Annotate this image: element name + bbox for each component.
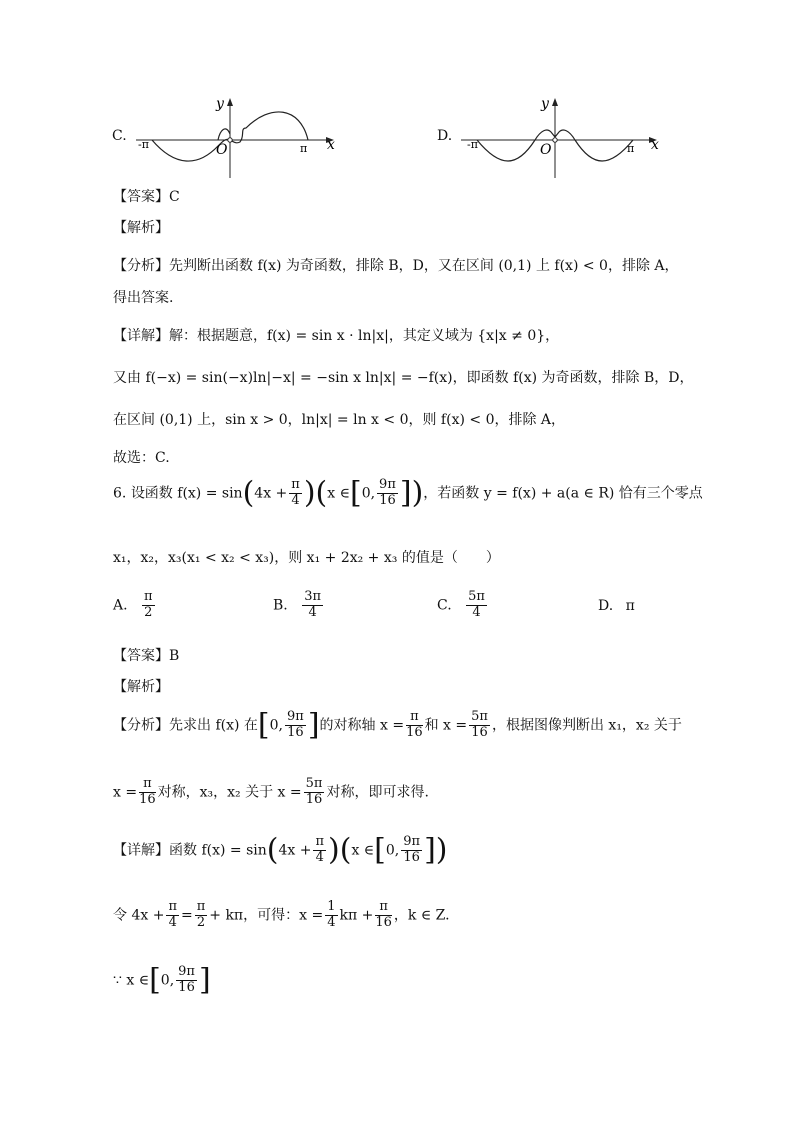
q6-stem-a: 设函数 f(x) = sin <box>130 485 243 502</box>
q6-ling-pi16: $\frac{\pi}{16}$ <box>375 899 392 930</box>
graph-c-x-label: x <box>327 137 335 153</box>
q6-fenxi-and: 和 x = <box>424 717 468 734</box>
q6-fenxi-b: 的对称轴 x = <box>319 717 405 734</box>
graph-d-pi: π <box>627 142 635 155</box>
q6-option-c[interactable] <box>437 590 489 621</box>
q5-fenxi-tag: 【分析】 <box>113 258 169 274</box>
q6-fenxi-l2-5pi16: $\frac{5\pi}{16}$ <box>305 776 323 807</box>
graph-c-neg-pi: -π <box>138 138 149 151</box>
q6-xiangjie-zero: 0, <box>385 842 400 859</box>
q5-conclusion: 故选：C. <box>113 450 170 466</box>
q6-xiangjie-a: 函数 f(x) = sin <box>169 842 267 859</box>
q6-fenxi-a: 先求出 f(x) 在 <box>169 717 258 734</box>
q6-because-9pi16: $\frac{9\pi}{16}$ <box>178 964 195 995</box>
q6-option-b[interactable] <box>273 590 325 621</box>
q6-x-in: x ∈ <box>327 485 350 502</box>
graph-d-origin: O <box>540 142 552 158</box>
q6-because: ∵ x ∈ <box>113 972 150 989</box>
q5-xiangjie-line3: 在区间 (0,1) 上，sin x > 0，ln|x| = ln x < 0，则 f(x) < 0，排除 A， <box>113 412 566 428</box>
q6-xiangjie-inner: 4x + <box>278 842 312 859</box>
graph-c <box>130 92 340 182</box>
q6-ling-one-quarter: $\frac{1}{4}$ <box>327 899 336 930</box>
q5-fenxi-line1 <box>113 255 679 275</box>
q6-xiangjie-line1: 【详解】函数 f(x) = sin(4x + $\frac{\pi}{4}$ )(x ∈[0, $\frac{9\pi}{16}$ ]) <box>113 832 448 868</box>
q6-xiangjie-tag: 【详解】 <box>113 842 169 859</box>
q5-xiangjie-line2: 又由 f(−x) = sin(−x)ln|−x| = −sin x ln|x| = −f(x)，即函数 f(x) 为奇函数，排除 B，D， <box>113 370 694 386</box>
q6-option-a-label: A. <box>113 597 128 614</box>
graph-c-label: C. <box>112 128 127 144</box>
q6-ling-e: ，k ∈ Z. <box>393 907 450 924</box>
q6-option-d[interactable] <box>598 598 635 614</box>
graph-d-y-label: y <box>541 96 549 112</box>
q6-ling-a: 令 4x + <box>113 907 165 924</box>
q6-fenxi-l2-b: 对称，x₃，x₂ 关于 x = <box>157 784 302 801</box>
q6-ling-b: = <box>180 907 193 924</box>
q5-fenxi-text1: 先判断出函数 f(x) 为奇函数，排除 B，D，又在区间 (0,1) 上 f(x) < 0，排除 A， <box>169 258 679 274</box>
q6-because-zero: 0, <box>160 972 175 989</box>
q6-stem-inner: 4x + <box>254 485 288 502</box>
q6-option-a[interactable] <box>113 590 157 621</box>
q6-answer-line <box>113 645 179 665</box>
q6-fenxi-line2 <box>113 777 429 808</box>
q6-ling-pi4: $\frac{\pi}{4}$ <box>168 899 177 930</box>
q6-fenxi-pi16: $\frac{\pi}{16}$ <box>406 709 423 740</box>
q6-answer-tag: 【答案】 <box>113 648 169 664</box>
graph-d <box>455 92 665 182</box>
q6-option-a-value: $\frac{\pi}{2}$ <box>144 589 153 620</box>
graph-c-y-arrow <box>227 98 233 106</box>
q6-fenxi-c: ，根据图像判断出 x₁，x₂ 关于 <box>491 717 682 734</box>
q6-fenxi-zero: 0, <box>269 717 283 734</box>
q6-fenxi-9pi16: $\frac{9\pi}{16}$ <box>286 709 304 740</box>
q6-9pi-over-16: $\frac{9\pi}{16}$ <box>379 477 396 508</box>
graph-c-y-label: y <box>216 96 224 112</box>
graph-d-label: D. <box>437 128 453 144</box>
q6-ling-pi2: $\frac{\pi}{2}$ <box>196 899 206 930</box>
q5-analysis-tag: 【解析】 <box>113 220 169 236</box>
q6-fenxi-l2-a: x = <box>113 784 138 801</box>
q6-option-b-value: $\frac{3\pi}{4}$ <box>304 589 322 620</box>
q5-xiangjie-line1 <box>113 325 559 345</box>
graph-d-neg-pi: -π <box>467 138 478 151</box>
q6-xiangjie-pi4: $\frac{\pi}{4}$ <box>315 834 325 865</box>
q5-answer-line <box>113 186 180 206</box>
q5-fenxi-line2: 得出答案. <box>113 290 174 306</box>
q5-answer: C <box>169 189 180 205</box>
q6-number: 6. <box>113 485 127 502</box>
graph-c-origin: O <box>216 142 228 158</box>
q6-ling-c: + kπ，可得：x = <box>209 907 324 924</box>
q6-stem-b: ，若函数 y = f(x) + a(a ∈ R) 恰有三个零点 <box>423 485 703 502</box>
q5-xiangjie-tag: 【详解】 <box>113 328 169 344</box>
graph-c-pi: π <box>300 142 308 155</box>
q6-pi-over-4: $\frac{\pi}{4}$ <box>291 477 300 508</box>
q6-fenxi-5pi16: $\frac{5\pi}{16}$ <box>471 709 488 740</box>
q6-option-b-label: B. <box>273 597 288 614</box>
q6-fenxi-l2-c: 对称，即可求得. <box>326 784 429 801</box>
graph-c-origin-hole <box>228 138 232 142</box>
q6-fenxi-tag: 【分析】 <box>113 717 169 734</box>
q5-answer-tag: 【答案】 <box>113 189 169 205</box>
q6-option-c-label: C. <box>437 597 452 614</box>
q6-ling-d: kπ + <box>339 907 374 924</box>
q6-option-d-value: π <box>625 598 635 614</box>
q6-analysis-tag: 【解析】 <box>113 679 169 695</box>
q6-because-line: ∵ x ∈[0, $\frac{9\pi}{16}$ ] <box>113 962 211 998</box>
q5-xiangjie-text1: 解：根据题意，f(x) = sin x · ln|x|，其定义域为 {x|x ≠ 0}， <box>169 328 560 344</box>
graph-d-origin-hole <box>553 138 557 142</box>
graph-d-y-arrow <box>552 98 558 106</box>
graph-d-x-label: x <box>651 137 659 153</box>
q6-xiangjie-x-in: x ∈ <box>351 842 375 859</box>
q6-answer: B <box>169 648 180 664</box>
q6-fenxi-line1: 【分析】先求出 f(x) 在[0, $\frac{9\pi}{16}$ ]的对称轴 x = $\frac{\pi}{16}$ 和 x = $\frac{5\pi}{16}$ ，根据图像判断出 x₁，x₂ 关于 <box>113 707 682 743</box>
q6-zero: 0, <box>361 485 376 502</box>
q6-option-d-label: D. <box>598 598 614 614</box>
q6-ling-line <box>113 900 450 931</box>
q6-stem-line2: x₁，x₂，x₃(x₁ < x₂ < x₃)，则 x₁ + 2x₂ + x₃ 的值是（ ） <box>113 550 500 566</box>
q6-option-c-value: $\frac{5\pi}{4}$ <box>468 589 485 620</box>
q6-xiangjie-9pi16: $\frac{9\pi}{16}$ <box>403 834 421 865</box>
q6-fenxi-l2-pi16: $\frac{\pi}{16}$ <box>139 776 156 807</box>
q6-stem-line1: 6. 设函数 f(x) = sin(4x + $\frac{\pi}{4}$ )(x ∈[0, $\frac{9\pi}{16}$ ])，若函数 y = f(x) + a(a ∈ R) 恰有三个零点 <box>113 475 703 511</box>
